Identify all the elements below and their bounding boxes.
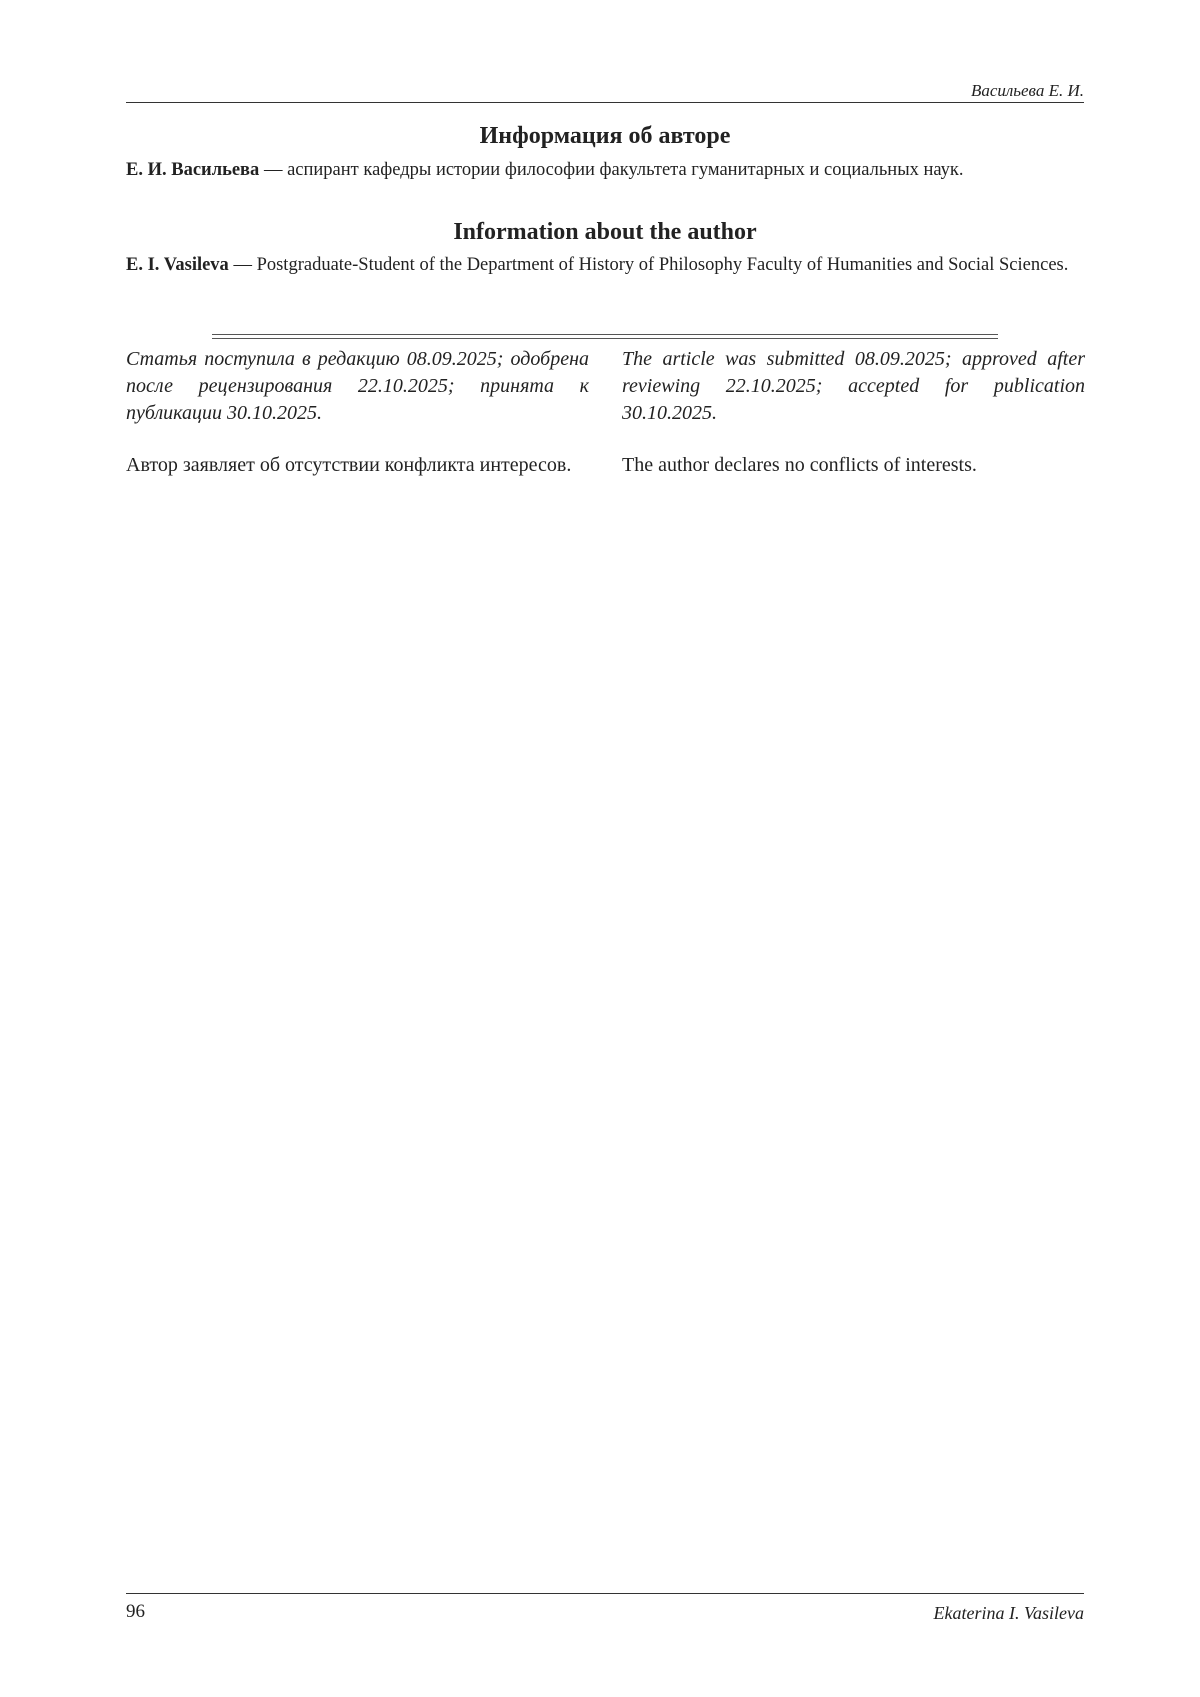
author-info-title-en: Information about the author	[453, 219, 757, 245]
page-number: 96	[126, 1601, 145, 1622]
page	[126, 0, 1084, 1697]
author-info-paragraph-ru	[126, 157, 1084, 183]
running-head: Васильева Е. И.	[970, 81, 1084, 100]
article-dates-en: The article was submitted 08.09.2025; approved after reviewing 22.10.2025; accepted for publication 30.10.2025.	[622, 348, 1085, 424]
conflict-statement-en: The author declares no conflicts of interests.	[622, 454, 977, 476]
running-foot: Ekaterina I. Vasileva	[933, 1603, 1084, 1623]
article-dates-ru: Статья поступила в редакцию 08.09.2025; одобрена после рецензирования 22.10.2025; принята к публикации 30.10.2025.	[126, 348, 589, 424]
footer-rule	[126, 1593, 1084, 1594]
author-name-en: E. I. Vasileva	[126, 255, 229, 275]
header-rule	[126, 102, 1084, 103]
author-name-ru: Е. И. Васильева	[126, 160, 260, 180]
conflict-statement-ru: Автор заявляет об отсутствии конфликта интересов.	[126, 454, 572, 476]
author-info-title-ru: Информация об авторе	[479, 123, 731, 149]
author-description-en: — Postgraduate-Student of the Department of History of Philosophy Faculty of Humanities and Social Sciences.	[228, 255, 1069, 275]
section-divider	[212, 334, 998, 339]
author-description-ru: — аспирант кафедры истории философии факультета гуманитарных и социальных наук.	[259, 160, 964, 180]
author-info-paragraph-en	[126, 252, 1084, 278]
